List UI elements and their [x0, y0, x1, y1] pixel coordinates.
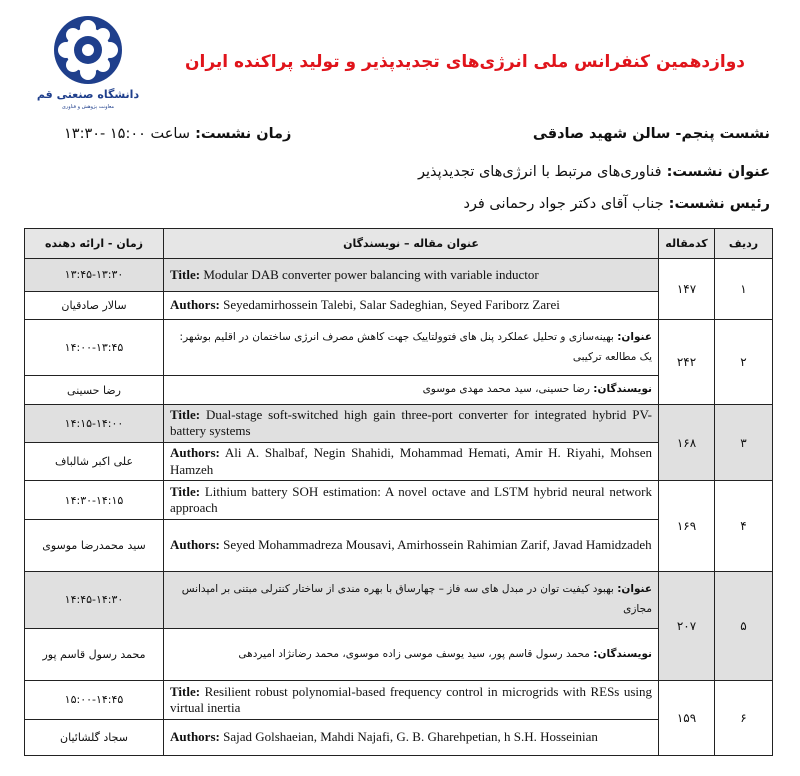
paper-code: ۲۴۲	[659, 319, 715, 404]
paper-authors	[164, 719, 659, 755]
title-key: عنوان:	[617, 583, 652, 596]
presenter: رضا حسینی	[25, 376, 164, 404]
time-slot: ۱۵:۰۰-۱۴:۴۵	[25, 681, 164, 719]
session-table	[24, 228, 773, 756]
time-slot: ۱۴:۴۵-۱۴:۳۰	[25, 572, 164, 629]
session-topic-label: عنوان نشست:	[666, 164, 770, 180]
table-row	[25, 259, 773, 291]
title-text: بهینه‌سازی و تحلیل عملکرد پنل های فتوولتاییک جهت کاهش مصرف انرژی ساختمان در اقلیم بوشهر: یک مطالعه ترکیبی	[179, 330, 652, 363]
authors-key: Authors:	[170, 445, 220, 461]
title-text: بهبود کیفیت توان در مبدل های سه فاز – چهارساق با بهره مندی از ساختار کنترلی مبتنی بر امپدانس مجازی	[181, 583, 652, 615]
time-slot: ۱۴:۰۰-۱۳:۴۵	[25, 319, 164, 376]
session-topic	[418, 164, 770, 180]
authors-key: Authors:	[170, 729, 220, 745]
paper-code: ۱۶۸	[659, 404, 715, 481]
paper-code: ۱۴۷	[659, 259, 715, 320]
presenter: سید محمدرضا موسوی	[25, 519, 164, 571]
paper-code: ۲۰۷	[659, 572, 715, 681]
authors-text: Seyedamirhossein Talebi, Salar Sadeghian, Seyed Fariborz Zarei	[223, 297, 560, 313]
row-number: ۲	[715, 319, 773, 404]
session-chair	[463, 196, 770, 212]
row-number: ۶	[715, 681, 773, 756]
title-key: عنوان:	[617, 330, 652, 343]
paper-title	[164, 481, 659, 519]
title-key: Title:	[170, 683, 201, 699]
presenter: علی اکبر شالباف	[25, 443, 164, 481]
time-slot: ۱۴:۳۰-۱۴:۱۵	[25, 481, 164, 519]
session-time-label: زمان نشست:	[195, 126, 292, 142]
authors-text: Sajad Golshaeian, Mahdi Najafi, G. B. Gharehpetian, h S.H. Hosseinian	[223, 729, 598, 745]
authors-text: Seyed Mohammadreza Mousavi, Amirhossein Rahimian Zarif, Javad Hamidzadeh	[223, 537, 652, 553]
session-time	[64, 126, 291, 142]
svg-text:دانشگاه صنعتی قم: دانشگاه صنعتی قم	[36, 88, 140, 101]
authors-text: رضا حسینی، سید محمد مهدی موسوی	[422, 383, 590, 396]
time-slot: ۱۴:۱۵-۱۴:۰۰	[25, 404, 164, 442]
svg-text:معاونت پژوهش و فناوری: معاونت پژوهش و فناوری	[61, 104, 115, 110]
authors-key: نویسندگان:	[593, 647, 652, 660]
paper-title	[164, 572, 659, 629]
title-text: Lithium battery SOH estimation: A novel octave and LSTM hybrid neural network approach	[170, 483, 652, 516]
title-key: Title:	[170, 483, 201, 499]
paper-code: ۱۵۹	[659, 681, 715, 756]
conference-title: دوازدهمین کنفرانس ملی انرژی‌های تجدیدپذیر و تولید پراکنده ایران	[184, 52, 745, 72]
table-row	[25, 681, 773, 719]
paper-title	[164, 404, 659, 442]
time-slot: ۱۳:۴۵-۱۳:۳۰	[25, 259, 164, 291]
session-topic-value: فناوری‌های مرتبط با انرژی‌های تجدیدپذیر	[418, 164, 662, 180]
header-row-number: ردیف	[715, 229, 773, 259]
paper-authors	[164, 376, 659, 404]
authors-key: Authors:	[170, 537, 220, 553]
authors-key: Authors:	[170, 297, 220, 313]
paper-title	[164, 259, 659, 291]
session-time-value: ساعت ۱۵:۰۰ -۱۳:۳۰	[64, 126, 191, 142]
presenter: سجاد گلشائیان	[25, 719, 164, 755]
authors-key: نویسندگان:	[593, 383, 652, 396]
presenter: سالار صادقیان	[25, 291, 164, 319]
table-row	[25, 481, 773, 519]
paper-authors	[164, 291, 659, 319]
header-paper: عنوان مقاله – نویسندگان	[164, 229, 659, 259]
row-number: ۳	[715, 404, 773, 481]
title-text: Resilient robust polynomial-based frequency control in microgrids with RESs using virtual inertia	[170, 683, 652, 715]
authors-text: محمد رسول قاسم پور، سید یوسف موسی زاده موسوی، محمد رضانژاد امیردهی	[238, 647, 590, 660]
table-row	[25, 404, 773, 442]
session-chair-value: جناب آقای دکتر جواد رحمانی فرد	[463, 196, 664, 212]
title-text: Modular DAB converter power balancing with variable inductor	[203, 266, 539, 282]
paper-code: ۱۶۹	[659, 481, 715, 572]
presenter: محمد رسول قاسم پور	[25, 628, 164, 680]
session-name: نشست پنجم- سالن شهید صادقی	[532, 126, 770, 142]
title-text: Dual-stage soft-switched high gain three-port converter for integrated hybrid PV-battery systems	[170, 407, 652, 439]
header-paper-code: کدمقاله	[659, 229, 715, 259]
table-row	[25, 319, 773, 376]
title-key: Title:	[170, 407, 201, 423]
paper-authors	[164, 519, 659, 571]
row-number: ۵	[715, 572, 773, 681]
row-number: ۱	[715, 259, 773, 320]
authors-text: Ali A. Shalbaf, Negin Shahidi, Mohammad Hemati, Amir H. Riyahi, Mohsen Hamzeh	[170, 445, 652, 477]
header-time-presenter: زمان - ارائه دهنده	[25, 229, 164, 259]
table-row	[25, 572, 773, 629]
title-key: Title:	[170, 266, 201, 282]
university-logo	[36, 12, 140, 110]
row-number: ۴	[715, 481, 773, 572]
paper-authors	[164, 443, 659, 481]
paper-authors	[164, 628, 659, 680]
paper-title	[164, 319, 659, 376]
paper-title	[164, 681, 659, 719]
session-chair-label: رئیس نشست:	[668, 196, 770, 212]
table-header-row	[25, 229, 773, 259]
